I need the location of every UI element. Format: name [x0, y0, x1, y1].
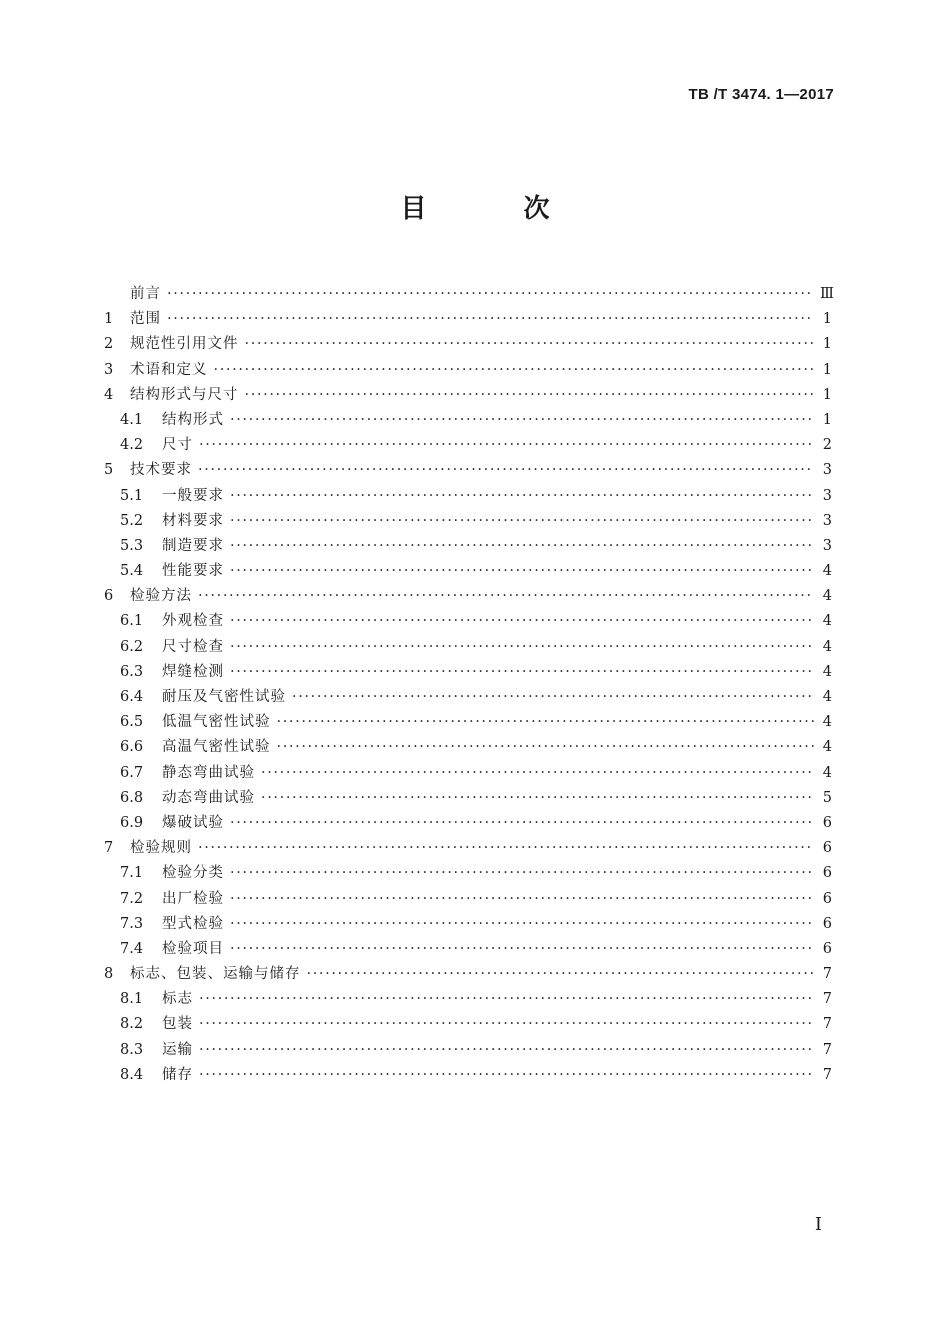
- toc-entry-page: 4: [822, 563, 832, 580]
- toc-dot-leader: [199, 1063, 814, 1088]
- toc-entry-number: 7.3: [120, 915, 144, 932]
- toc-entry-page: 4: [822, 588, 832, 605]
- toc-entry-label: 材料要求: [162, 512, 224, 529]
- toc-dot-leader: [230, 887, 814, 912]
- toc-entry-label: 出厂检验: [162, 890, 224, 907]
- toc-entry[interactable]: [104, 307, 832, 332]
- toc-dot-leader: [277, 735, 815, 760]
- toc-entry[interactable]: [104, 458, 832, 483]
- toc-dot-leader: [230, 509, 814, 534]
- toc-dot-leader: [292, 685, 814, 710]
- toc-entry[interactable]: [104, 735, 832, 760]
- toc-entry-number: 5.2: [120, 512, 144, 529]
- toc-entry-page: 4: [822, 764, 832, 781]
- toc-entry-number: 6.5: [120, 714, 144, 731]
- toc-entry-number: 6.4: [120, 689, 144, 705]
- toc-entry-number: 8.1: [120, 991, 144, 1008]
- toc-entry-label: 运输: [162, 1041, 193, 1058]
- toc-entry-label: 标志、包装、运输与储存: [130, 966, 301, 983]
- toc-entry-label: 范围: [130, 311, 161, 328]
- document-code: TB /T 3474. 1—2017: [688, 86, 834, 103]
- toc-entry-number: 6.1: [120, 613, 144, 630]
- toc-dot-leader: [199, 433, 814, 458]
- toc-dot-leader: [167, 307, 814, 332]
- toc-entry-label: 结构形式: [162, 411, 224, 428]
- toc-entry[interactable]: [104, 1063, 832, 1088]
- toc-dot-leader: [261, 761, 814, 786]
- toc-entry-number: 5.4: [120, 563, 144, 580]
- toc-entry-page: 5: [822, 789, 832, 806]
- toc-entry[interactable]: [104, 836, 832, 861]
- toc-dot-leader: [230, 937, 814, 962]
- page-title: 目 次: [400, 194, 594, 224]
- toc-entry-page: 3: [822, 512, 832, 529]
- toc-entry-number: 4.2: [120, 437, 144, 454]
- toc-entry-page: 7: [822, 1041, 832, 1058]
- toc-entry-page: Ⅲ: [820, 286, 834, 302]
- toc-dot-leader: [167, 282, 814, 307]
- toc-entry-label: 焊缝检测: [162, 663, 224, 680]
- toc-entry-number: 4.1: [120, 411, 144, 428]
- toc-entry-page: 7: [822, 991, 832, 1008]
- toc-entry-label: 前言: [130, 286, 161, 302]
- toc-entry-label: 耐压及气密性试验: [162, 689, 286, 705]
- toc-entry-label: 一般要求: [162, 487, 224, 504]
- toc-entry-number: 7: [104, 840, 114, 857]
- toc-entry-page: 4: [822, 638, 832, 655]
- toc-entry[interactable]: [104, 383, 832, 408]
- toc-entry-number: 5.3: [120, 537, 144, 554]
- toc-entry[interactable]: [104, 861, 832, 886]
- toc-entry-number: 6.2: [120, 638, 144, 655]
- toc-entry-number: 3: [104, 361, 114, 378]
- toc-dot-leader: [199, 1038, 814, 1063]
- toc-entry-number: 8.4: [120, 1066, 144, 1083]
- toc-entry-label: 检验项目: [162, 940, 224, 957]
- toc-entry[interactable]: [104, 1012, 832, 1037]
- toc-entry-label: 性能要求: [162, 563, 224, 580]
- toc-entry-page: 3: [822, 487, 832, 504]
- toc-entry-number: 8.3: [120, 1041, 144, 1058]
- toc-dot-leader: [230, 484, 814, 509]
- toc-entry-number: 5.1: [120, 487, 144, 504]
- toc-dot-leader: [198, 584, 814, 609]
- toc-entry-page: 4: [822, 613, 832, 630]
- toc-entry[interactable]: [104, 332, 832, 357]
- toc-dot-leader: [230, 660, 814, 685]
- toc-dot-leader: [230, 635, 814, 660]
- toc-entry-label: 标志: [162, 991, 193, 1008]
- page-folio: I: [814, 1214, 822, 1235]
- toc-dot-leader: [199, 987, 814, 1012]
- toc-entry-label: 包装: [162, 1016, 193, 1033]
- toc-entry-number: 6.6: [120, 739, 144, 756]
- toc-dot-leader: [230, 861, 814, 886]
- toc-entry-number: 7.2: [120, 890, 144, 907]
- toc-entry-page: 4: [822, 739, 832, 756]
- toc-entry-number: 6.9: [120, 814, 144, 831]
- toc-entry[interactable]: [104, 433, 832, 458]
- toc-entry-label: 动态弯曲试验: [162, 789, 255, 806]
- toc-entry-label: 规范性引用文件: [130, 336, 239, 353]
- toc-entry-label: 检验分类: [162, 865, 224, 882]
- toc-entry-page: 4: [822, 663, 832, 680]
- toc-entry-page: 6: [822, 814, 832, 831]
- toc-entry-number: 7.4: [120, 940, 144, 957]
- toc-entry[interactable]: [104, 887, 832, 912]
- toc-dot-leader: [230, 408, 814, 433]
- toc-dot-leader: [198, 458, 814, 483]
- toc-entry-label: 外观检查: [162, 613, 224, 630]
- toc-entry-label: 储存: [162, 1066, 193, 1083]
- toc-entry[interactable]: [104, 1038, 832, 1063]
- toc-entry-label: 低温气密性试验: [162, 714, 271, 731]
- toc-dot-leader: [277, 710, 815, 735]
- toc-entry-number: 5: [104, 462, 114, 479]
- toc-dot-leader: [245, 383, 815, 408]
- toc-dot-leader: [230, 811, 814, 836]
- toc-entry[interactable]: [104, 786, 832, 811]
- toc-entry-label: 术语和定义: [130, 361, 208, 378]
- toc-entry-page: 7: [822, 1066, 832, 1083]
- toc-entry-page: 2: [822, 437, 832, 454]
- toc-entry-page: 6: [822, 865, 832, 882]
- toc-dot-leader: [307, 962, 815, 987]
- toc-entry[interactable]: [104, 937, 832, 962]
- toc-entry[interactable]: [104, 710, 832, 735]
- toc-entry-page: 7: [822, 1016, 832, 1033]
- toc-entry-number: 8: [104, 966, 114, 983]
- toc-entry-page: 6: [822, 940, 832, 957]
- toc-entry-number: 7.1: [120, 865, 144, 882]
- toc-dot-leader: [261, 786, 814, 811]
- toc-entry-page: 4: [822, 714, 832, 731]
- toc-entry-label: 技术要求: [130, 462, 192, 479]
- toc-entry[interactable]: [104, 358, 832, 383]
- toc-entry[interactable]: [104, 408, 832, 433]
- toc-entry-label: 检验方法: [130, 588, 192, 605]
- toc-entry[interactable]: [104, 685, 832, 710]
- toc-dot-leader: [245, 332, 815, 357]
- toc-entry-page: 3: [822, 462, 832, 479]
- toc-entry[interactable]: [104, 761, 832, 786]
- toc-entry-number: 6.7: [120, 764, 144, 781]
- toc-entry[interactable]: [104, 509, 832, 534]
- toc-entry[interactable]: [104, 811, 832, 836]
- toc-entry[interactable]: [104, 282, 832, 307]
- toc-dot-leader: [230, 534, 814, 559]
- toc-entry-label: 型式检验: [162, 915, 224, 932]
- toc-entry-number: 8.2: [120, 1016, 144, 1033]
- toc-entry-label: 检验规则: [130, 840, 192, 857]
- toc-entry[interactable]: [104, 584, 832, 609]
- toc-entry-page: 1: [822, 311, 832, 328]
- toc-entry-page: 3: [822, 537, 832, 554]
- toc-entry-page: 4: [822, 689, 832, 705]
- toc-entry-page: 7: [822, 966, 832, 983]
- toc-entry-page: 1: [822, 336, 832, 353]
- toc-entry[interactable]: [104, 635, 832, 660]
- toc-entry-number: 6: [104, 588, 114, 605]
- toc-entry-label: 尺寸检查: [162, 638, 224, 655]
- toc-entry-number: 4: [104, 386, 114, 403]
- toc-entry-label: 静态弯曲试验: [162, 764, 255, 781]
- toc-entry[interactable]: [104, 484, 832, 509]
- toc-entry-label: 结构形式与尺寸: [130, 386, 239, 403]
- toc-entry[interactable]: [104, 912, 832, 937]
- toc-entry[interactable]: [104, 559, 832, 584]
- table-of-contents: [104, 282, 832, 1088]
- toc-entry-page: 6: [822, 890, 832, 907]
- toc-entry-number: 1: [104, 311, 114, 328]
- toc-dot-leader: [199, 1012, 814, 1037]
- toc-entry-label: 高温气密性试验: [162, 739, 271, 756]
- toc-entry[interactable]: [104, 962, 832, 987]
- toc-entry-label: 制造要求: [162, 537, 224, 554]
- toc-entry-number: 6.3: [120, 663, 144, 680]
- toc-dot-leader: [230, 609, 814, 634]
- toc-entry-number: 2: [104, 336, 114, 353]
- toc-entry[interactable]: [104, 660, 832, 685]
- toc-entry[interactable]: [104, 987, 832, 1012]
- toc-entry-page: 6: [822, 840, 832, 857]
- toc-entry-page: 1: [822, 411, 832, 428]
- toc-entry-number: 6.8: [120, 789, 144, 806]
- toc-dot-leader: [214, 358, 815, 383]
- toc-entry-page: 6: [822, 915, 832, 932]
- toc-dot-leader: [230, 912, 814, 937]
- toc-entry-label: 尺寸: [162, 437, 193, 454]
- toc-entry-page: 1: [822, 386, 832, 403]
- toc-entry[interactable]: [104, 609, 832, 634]
- toc-entry-page: 1: [822, 361, 832, 378]
- toc-dot-leader: [198, 836, 814, 861]
- toc-dot-leader: [230, 559, 814, 584]
- toc-entry-label: 爆破试验: [162, 814, 224, 831]
- toc-entry[interactable]: [104, 534, 832, 559]
